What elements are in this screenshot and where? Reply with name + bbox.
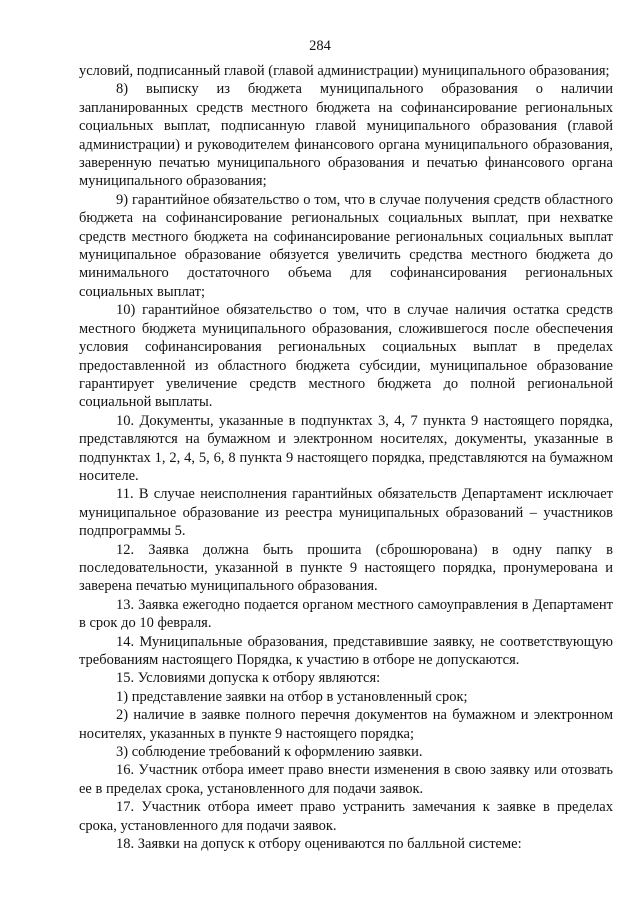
paragraph-item-15: 15. Условиями допуска к отбору являются: <box>116 670 381 687</box>
page-number: 284 <box>309 38 331 54</box>
paragraph-item-12: 12. Заявка должна быть прошита (сброшюрована) в одну папку в последовательности, указанной в пункте 9 настоящего порядка, пронумерована и заверена печатью муниципального образования. <box>79 541 613 595</box>
paragraph-item-17: 17. Участник отбора имеет право устранить замечания к заявке в пределах срока, установленного для подачи заявок. <box>79 799 613 834</box>
paragraph-item-15-sub-1: 1) представление заявки на отбор в установленный срок; <box>116 688 468 705</box>
paragraph-item-16: 16. Участник отбора имеет право внести изменения в свою заявку или отозвать ее в пределах срока, установленного для подачи заявок. <box>79 762 613 797</box>
paragraph-item-15-sub-2: 2) наличие в заявке полного перечня документов на бумажном и электронном носителях, указанных в пункте 9 настоящего порядка; <box>79 707 613 742</box>
paragraph-item-11: 11. В случае неисполнения гарантийных обязательств Департамент исключает муниципальное образование из реестра муниципальных образований – участников подпрограммы 5. <box>79 486 613 540</box>
paragraph-subitem-10: 10) гарантийное обязательство о том, что в случае наличия остатка средств местного бюджета муниципального образования, сложившегося после обеспечения условия софинансирования региональных социальных выплат в пределах предоставленной из областного бюджета субсидии, муниципальное образование гарантирует увеличение средств местного бюджета до полной региональной социальной выплаты. <box>79 302 613 411</box>
paragraph-item-15-sub-3: 3) соблюдение требований к оформлению заявки. <box>116 744 423 761</box>
paragraph-subitem-9: 9) гарантийное обязательство о том, что в случае получения средств областного бюджета на софинансирование региональных социальных выплат, при нехватке средств местного бюджета на софинансирование региональных социальных выплат муниципальное образование обязуется увеличить средства местного бюджета до минимального достаточного объема для софинансирования региональных социальных выплат; <box>79 191 613 300</box>
paragraph-item-13: 13. Заявка ежегодно подается органом местного самоуправления в Департамент в срок до 10 февраля. <box>79 596 613 632</box>
paragraph-item-14: 14. Муниципальные образования, представившие заявку, не соответствующую требованиям настоящего Порядка, к участию в отборе не допускаются. <box>79 633 613 668</box>
paragraph-subitem-8: 8) выписку из бюджета муниципального образования о наличии запланированных средств местного бюджета на софинансирование региональных социальных выплат, подписанную главой муниципального образования (главой администрации) и руководителем финансового органа муниципального образования, заверенную печатью муниципального образования и печатью финансового органа муниципального образования; <box>79 81 613 190</box>
paragraph-continuation: условий, подписанный главой (главой администрации) муниципального образования; <box>79 63 610 79</box>
paragraph-item-18: 18. Заявки на допуск к отбору оцениваются по балльной системе: <box>116 836 522 853</box>
paragraph-item-10: 10. Документы, указанные в подпунктах 3, 4, 7 пункта 9 настоящего порядка, представляются на бумажном и электронном носителях, документы, указанные в подпунктах 1, 2, 4, 5, 6, 8 пункта 9 настоящего порядка, представляются на бумажном носителе. <box>79 412 613 484</box>
document-body <box>79 62 613 853</box>
